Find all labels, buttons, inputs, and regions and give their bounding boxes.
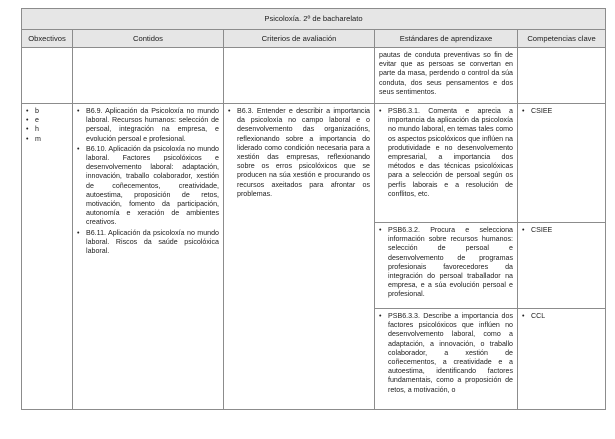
table-row [22,104,606,223]
objective-item: • h [26,125,68,134]
competence-badge: • CSIEE [522,107,601,116]
standard-text: • PSB6.3.1. Comenta e aprecia a importancia da aplicación da psicoloxía no mundo laboral, en temas tales como os aspectos psicolóxicos que inflúen na produtividade e no desenvolvemento empresarial, a importancia dos métodos e das técnicas psicolóxicas para a selección de persoal según os perfís laborais e a resolución de conflitos, etc. [379,107,513,199]
cell-empty-competence [518,48,606,104]
header-standards: Estándares de aprendizaxe [375,30,518,48]
cell-contents [73,104,224,410]
cell-objectives [22,104,73,410]
cell-standard [375,223,518,309]
content-item: • B6.9. Aplicación da Psicoloxía no mundo laboral. Recursos humanos: selección de persoal, integración na empresa, e evolución persoal e profesional. [77,107,219,144]
cell-competence [518,104,606,223]
curriculum-table [21,8,606,410]
content-item: • B6.11. Aplicación da psicoloxía no mundo laboral. Riscos da saúde psicolóxica laboral. [77,229,219,257]
header-contents: Contidos [73,30,224,48]
cell-competence [518,309,606,410]
competence-badge: • CSIEE [522,226,601,235]
cell-empty-contents [73,48,224,104]
table-row [22,48,606,104]
cell-standard [375,309,518,410]
standard-text: • PSB6.3.2. Procura e selecciona información sobre recursos humanos: selección de persoal e desenvolvemento de programas profesionais favorecedores da integración do persoal traballador na empresa, e a súa evolución persoal e profesional. [379,226,513,300]
cell-empty-objectives [22,48,73,104]
cell-empty-criteria [224,48,375,104]
objective-item: • e [26,116,68,125]
cell-criteria [224,104,375,410]
content-item: • B6.10. Aplicación da psicoloxía no mundo laboral. Factores psicolóxicos e desenvolvemento laboral: adaptación, innovación, traballo colaborador, xestión de coñecementos, creatividade, autoestima, proposición de retos, motivación, fomento da participación, autonomía e xeración de ambientes creativos. [77,145,219,228]
criterion-item: • B6.3. Entender e describir a importancia da psicoloxía no campo laboral e o desenvolvemento das organizacións, reflexionando sobre a importancia do liderado como condición necesaria para a xestión das empresas, reflexionando sobre os erros psicolóxicos que se producen na súa xestión e procurando os recursos axeitados para afrontar os problemas. [228,107,370,199]
header-competences: Competencias clave [518,30,606,48]
cell-competence [518,223,606,309]
cell-standard [375,104,518,223]
objective-item: • b [26,107,68,116]
header-criteria: Criterios de avaliación [224,30,375,48]
competence-badge: • CCL [522,312,601,321]
header-objectives: Obxectivos [22,30,73,48]
objective-item: • m [26,135,68,144]
standard-text: • PSB6.3.3. Describe a importancia dos factores psicolóxicos que inflúen no desenvolvemento laboral, como a adaptación, a innovación, o traballo colaborador, a xestión de coñecementos, a creatividade e a autoestima, identificando factores fundamentais, como a proposición de retos, a motivación, o [379,312,513,395]
cell-carryover-standard [375,48,518,104]
carryover-text: pautas de conduta preventivas so fin de evitar que as persoas se convertan en parte da masa, perdendo o control da súa conduta, dos seus pensamentos e dos seus sentimentos. [379,51,513,96]
table-title: Psicoloxía. 2º de bacharelato [22,9,606,30]
